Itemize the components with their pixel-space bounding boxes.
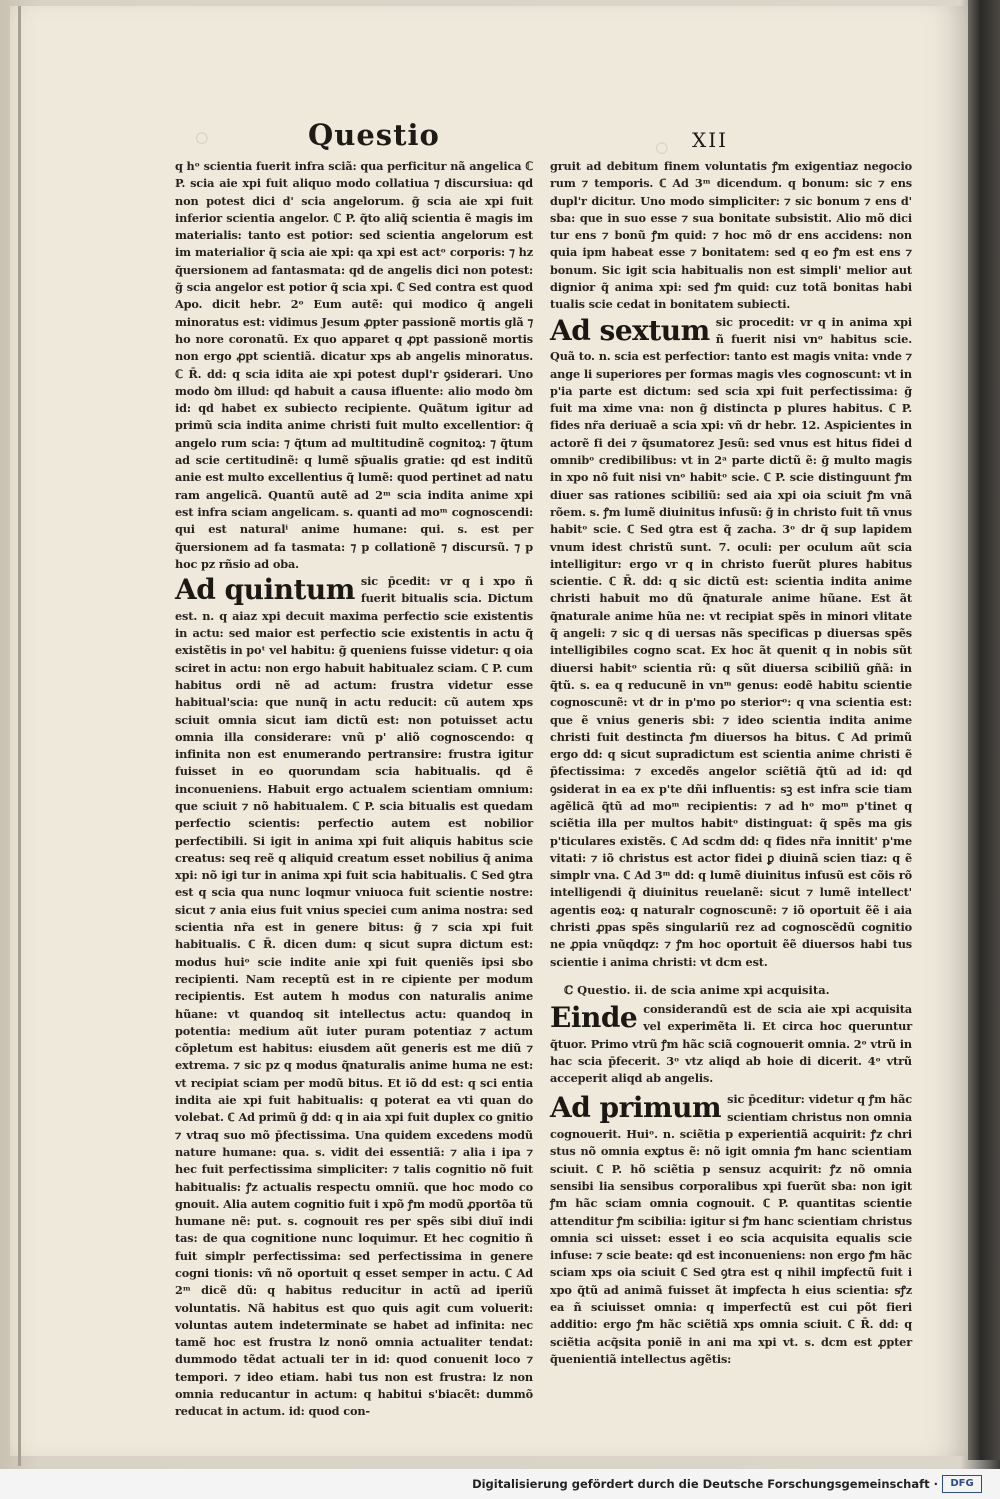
dfg-logo-icon: DFG: [942, 1475, 982, 1493]
section-initial-deinde: Einde: [550, 1000, 638, 1034]
book-edge: [968, 0, 1000, 1460]
section-ad-sextum: [550, 314, 912, 971]
section-text-ad-primum: sic p̄ceditur: videtur q ꝭm hãc scientiam christus non omnia cognouerit. Huiᵒ. n. sciẽtia p experientiã acquirit: ꝭz chri stus nõ omnia exꝑtus ẽ: nõ igit omnia ꝭm hanc scientiam sciuit. ℂ P. hõ sciẽtia p sensuz acquirit: ꝭz nõ omnia sensibi lia sensibus corporalibus xpi fuerũt sba: non igit ꝭm hãc sciam omnia cognouit. ℂ P. quantitas scientie attenditur ꝭm scibilia: igitur si ꝭm hanc scientiam christus omnia sci uisset: esset i eo scia acquisita equalis scie infuse: ⁊ scie beate: qd est inconueniens: non ergo ꝭm hãc sciam xps oia sciuit ℂ Sed ꝯtra est q nihil imꝑfectũ fuit i xpo q̃tũ ad animã fuisset ãt imꝑfecta h eius scientia: sꝭz ea ñ sciuisset omnia: q imperfectũ est cui põt fieri additio: ergo ꝭm hãc sciẽtiã xps omnia sciuit. ℂ R̄. dd: q sciẽtia acq̃sita poniẽ in ani ma xpi vt. s. dcm est ꝓpter q̃uenientiã intellectus agẽtis:: [550, 1092, 912, 1366]
bleed-through-ghost-right: ◦: [650, 126, 674, 173]
section-initial-ad-sextum: Ad sextum: [550, 313, 710, 347]
section-text-ad-quintum: sic p̄cedit: vr q i xpo ñ fuerit bitualis scia. Dictum est. n. q aiaz xpi decuit maxima perfectio scie existentis in actu: sed maior est perfectio scie existentis in actu q̃ existẽtis in poᵗ vel habitu: g̃ queniens fuisse videtur: q oia sciret in actu: non ergo habuit habitualez sciam. ℂ P. cum habitus ordi nẽ ad actum: frustra videtur esse habitual'scia: que nunq̃ in actu reducit: cũ autem xps sciuit omnia sicut iam dictũ est: non potuisset actu omnia illa considerare: vnũ p' aliõ cognoscendo: q infinita non est enumerando pertransire: frustra igitur fuisset in eo quorundam scia habitualis. qd ẽ inconueniens. Habuit ergo actualem scientiam omnium: que sciuit ⁊ nõ habitualem. ℂ P. scia bitualis est quedam perfectio scientis: perfectio autem est nobilior perfectibili. Si igit in anima xpi fuit aliquis habitus scie creatus: seq reẽ q aliquid creatum esset nobilius q̃ anima xpi: nõ igi tur in anima xpi fuit scia habitualis. ℂ Sed ꝯtra est q scia qua nunc loqmur vniuoca fuit scientie nostre: sicut ⁊ ania eius fuit vnius speciei cum anima nostra: sed scientia nr̃a est in genere bitus: g̃ ⁊ scia xpi fuit habitualis. ℂ R̄. dicen dum: q sicut supra dictum est: modus huiᵒ scie indite anie xpi fuit queniẽs ipsi sbo recipienti. Nam receptũ est in re cipiente per modum recipientis. Est autem h modus con naturalis anime hũane: vt quandoq sit intellectus actu: quandoq in potentia: medium aũt iuter puram potentiaz ⁊ actum cõpletum est habitus: eiusdem aũt generis est me diũ ⁊ extrema. ⁊ sic pz q modus q̃naturalis anime huma ne est: vt recipiat sciam per modũ bitus. Et iõ dd est: q sci entia indita aie xpi fuit habitualis: q poterat ea vti quan do volebat. ℂ Ad primũ g̃ dd: q in aia xpi fuit duplex co gnitio ⁊ vtraq suo mõ p̄fectissima. Una quidem excedens modũ nature humane: qua. s. vidit dei essentiã: ⁊ alia i ipa ⁊ hec fuit perfectissima simpliciter: ⁊ talis cognitio nõ fuit habitualis: ꝭz actualis respectu omniũ. que hoc modo co gnouit. Alia autem cognitio fuit i xpõ ꝭm modũ ꝓportõa tũ humane nẽ: put. s. cognouit res per spẽs sibi diuĩ indi tas: de qua cognitione nunc loquimur. Et hec cognitio ñ fuit simplr perfectissima: sed perfectissima in genere cogni tionis: vñ nõ oportuit q esset semper in actu. ℂ Ad 2ᵐ dicẽ dũ: q habitus reducitur in actũ ad iperiũ voluntatis. Nã habitus est quo quis agit cum voluerit: voluntas autem indeterminate se habet ad infinita: nec tamẽ hoc est frustra lz nonõ omnia actualiter tendat: dummodo tẽdat actuali ter in id: quod conuenit loco ⁊ tempori. ⁊ ideo etiam. habi tus non est frustra: lz non omnia reducantur in actum: q habitui s'biacẽt: dummõ reducat in actum. id: quod con-: [175, 574, 533, 1419]
running-head: Questio: [308, 118, 440, 152]
funding-credit: Digitalisierung gefördert durch die Deutsche Forschungsgemeinschaft ·: [472, 1477, 938, 1491]
bleed-through-ghost: ◦: [190, 116, 214, 163]
section-initial-ad-primum: Ad primum: [550, 1091, 722, 1125]
left-column: [175, 158, 533, 1421]
section-deinde: [550, 1001, 912, 1087]
page-header: [0, 118, 1000, 158]
right-column: [550, 158, 912, 1368]
section-text-ad-sextum: sic procedit: vr q in anima xpi ñ fuerit nisi vnᵒ habitus scie. Quã to. n. scia est perfectior: tanto est magis vnita: vnde ⁊ ange li superiores per formas magis vles cognoscunt: vt in p'ia parte est dictum: sed scia xpi fuit perfectissima: g̃ fuit ma xime vna: non g̃ distincta p plures habitus. ℂ P. fides nr̃a deriuaẽ a scia xpi: vñ dr hebr. 12. Aspicientes in actorẽ fi dei ⁊ q̃sumatorez Jesũ: sed vnus est hitus fidei d omnibᵒ credibilibus: vt in 2ᵃ parte dictũ ẽ: g̃ multo magis in xpo nõ fuit nisi vnᵒ habitᵒ scie. ℂ P. scie distinguunt ꝭm diuer sas rationes scibiliũ: sed aia xpi oia sciuit ꝭm vnã rõem. s. ꝭm lumẽ diuinitus infusũ: g̃ in christo fuit tñ vnus habitᵒ scie. ℂ Sed ꝯtra est q̃ zacha. 3ᵒ dr q̃ sup lapidem vnum idest christũ sunt. 7. oculi: per oculum aũt scia intelligitur: ergo vr q in christo fuerũt plures habitus scientie. ℂ R̄. dd: q sic dictũ est: scientia indita anime christi habuit mo dũ q̃naturale anime hũane. Est ãt q̃naturale anime hũa ne: vt recipiat spẽs in minori vlitate q̃ angeli: ⁊ sic q di uersas nãs specificas p diuersas spẽs intelligibiles cogno scat. Ex hoc ãt quenit q in nobis sũt diuersi habitᵒ scientia rũ: q sũt diuersa scibiliũ gñã: in q̃tũ. s. ea q reducunẽ in vnᵐ genus: eodẽ habitu scientie cognoscunẽ: vt dr in p'mo po steriorᵒ: q vna scientia est: que ẽ vnius generis sbi: ⁊ ideo scientia indita anime christi fuit destincta ꝭm diuersos ha bitus. ℂ Ad primũ ergo dd: q sicut supradictum est scientia anime christi ẽ p̄fectissima: ⁊ excedẽs angelor sciẽtiã q̃tũ ad id: qd ꝯsiderat in ea ex p'te dñi influentis: sꝫ est infra scie tiam agẽlicã q̃tũ ad moᵐ recipientis: ⁊ ad hᵒ moᵐ p'tinet q sciẽtia illa per multos habitᵒ distinguat: q̃ spẽs ma gis p'ticulares existẽs. ℂ Ad scdm dd: q fides nr̃a innitit' p'me vitati: ⁊ iõ christus est actor fidei ꝑ diuinã scien tiaz: q ẽ simplr vna. ℂ Ad 3ᵐ dd: q lumẽ diuinitus infusũ est cõis rõ intelligendi q̃ diuinitus reuelanẽ: sicut ⁊ lumẽ intellect' agentis eoꝝ: q naturalr cognoscunẽ: ⁊ iõ oportuit ẽẽ i aia christi ꝓpas spẽs singulariũ rez ad cognoscẽdũ cognitio ne ꝓpia vnũqdqz: ⁊ ꝭm hoc oportuit ẽẽ diuersos habi tus scientie i anima christi: vt dcm est.: [550, 314, 912, 969]
page-gutter: [18, 6, 21, 1466]
footer-bar: [0, 1469, 1000, 1499]
section-text-deinde: considerandũ est de scia aie xpi acquisita vel experimẽta li. Et circa hoc queruntur q̃tuor. Primo vtrũ ꝭm hãc sciã cognouerit omnia. 2ᵒ vtrũ in hac scia p̄fecerit. 3ᵒ vtz aliqd ab hoie di dicerit. 4ᵒ vtrũ acceperit aliqd ab angelis.: [550, 1001, 912, 1086]
folio-number: XII: [692, 128, 729, 152]
right-paragraph-1: gruit ad debitum finem voluntatis ꝭm exigentiaz negocio rum ⁊ temporis. ℂ Ad 3ᵐ dicendum. q bonum: sic ⁊ ens dupl'r dicitur. Uno modo simpliciter: ⁊ sic bonum ⁊ ens d' sba: que in suo esse ⁊ sua bonitate subsistit. Alio mõ dici tur ens ⁊ bonũ ꝭm quid: ⁊ hoc mõ dr ens accidens: non quia ipm habeat esse ⁊ bonitatem: sed q eo ꝭm est ens ⁊ bonum. Sic igit scia habitualis non est simpli' melior aut dignior q̃ anima xpi: sed ꝭm quid: cuz totã bonitas habi tualis scie cedat in bonitatem subiecti.: [550, 159, 912, 312]
section-initial-ad-quintum: Ad quintum: [175, 573, 355, 607]
left-paragraph-1: q hᵒ scientia fuerit infra sciã: qua perficitur nã angelica ℂ P. scia aie xpi fuit aliquo modo collatiua ⁊ discursiua: qd non potest dici d' scia angelorum. g̃ scia aie xpi fuit inferior scientia angelor. ℂ P. q̃to aliq̃ scientia ẽ magis im materialis: tanto est potior: sed scientia angelorum est im materialior q̃ scia aie xpi: qa xpi est actᵒ corporis: ⁊ hz q̃uersionem ad fantasmata: qd de angelis dici non potest: g̃ scia angelor est potior q̃ scia xpi. ℂ Sed contra est quod Apo. dicit hebr. 2ᵒ Eum autẽ: qui modico q̃ angeli minoratus est: vidimus Jesum ꝓpter passionẽ mortis glã ⁊ ho nore coronatũ. Ex quo apparet q ꝓpt passionẽ mortis non ergo ꝓpt scientiã. dicatur xps ab angelis minoratus. ℂ R̄. dd: q scia idita aie xpi potest dupl'r ꝯsiderari. Uno modo ꝺm illud: qd habuit a causa ifluente: alio modo ꝺm id: qd habet ex subiecto recipiente. Quãtum igitur ad primũ scia indita anime christi fuit multo excellentior: q̃ angelo rum scia: ⁊ q̃tum ad multitudinẽ cognitoꝝ: ⁊ q̃tum ad scie certitudinẽ: q lumẽ sp̃ualis gratie: qd est inditũ anie est multo excellentius q̃ lumẽ: quod pertinet ad natu ram angelicã. Quantũ autẽ ad 2ᵐ scia indita anime xpi est infra sciam angelicam. s. quanti ad moᵐ cognoscendi: qui est naturalⁱ anime humane: qui. s. est per q̃uersionem ad fa tasmata: ⁊ p collationẽ ⁊ discursũ. ⁊ p hoc pz rñsio ad oba.: [175, 159, 533, 571]
section-ad-quintum: [175, 573, 533, 1421]
question-heading: ℂ Questio. ii. de scia anime xpi acquisita.: [564, 982, 830, 997]
section-ad-primum: [550, 1087, 912, 1368]
